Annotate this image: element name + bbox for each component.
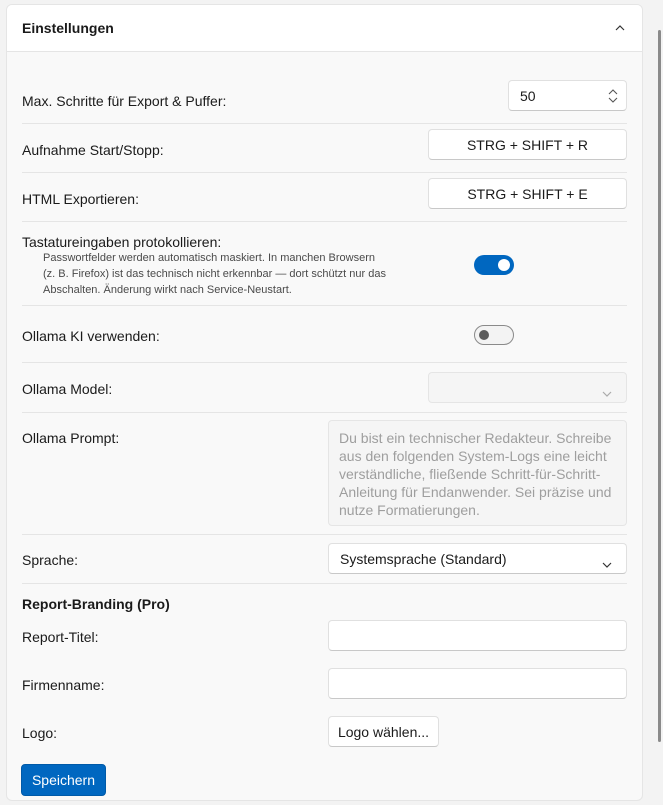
record-hotkey-field[interactable] [428, 129, 627, 160]
record-hotkey-value: STRG + SHIFT + R [466, 136, 589, 153]
ollama-prompt-textarea[interactable]: Du bist ein technischer Redakteur. Schreibe aus den folgenden System-Logs eine leicht verständliche, fließende Schritt-für-Schritt- Anleitung für Endanwender. Sei präzise und nutze Formatierungen. [328, 420, 627, 526]
export-hotkey-value: STRG + SHIFT + E [467, 185, 588, 202]
report-title-label: Report-Titel: [22, 629, 99, 645]
ollama-toggle[interactable] [474, 325, 514, 345]
max-steps-stepper[interactable] [508, 80, 627, 111]
report-title-input[interactable] [328, 620, 627, 651]
divider [22, 123, 627, 124]
ollama-prompt-label: Ollama Prompt: [22, 430, 120, 446]
company-input[interactable] [328, 668, 627, 699]
export-hotkey-label: HTML Exportieren: [22, 191, 139, 207]
logo-label: Logo: [22, 725, 58, 741]
keylog-toggle[interactable] [474, 255, 514, 275]
ollama-label: Ollama KI verwenden: [22, 328, 160, 344]
language-value: Systemsprache (Standard) [340, 550, 507, 567]
divider [22, 583, 627, 584]
branding-title: Report-Branding (Pro) [22, 596, 170, 612]
keylog-description: Passwortfelder werden automatisch maskiert. In manchen Browsern (z. B. Firefox) ist das technisch nicht erkennbar — dort schützt nur das Abschalten. Änderung wirkt nach Service-Neustart. [43, 252, 386, 296]
toggle-knob [498, 259, 510, 271]
save-button[interactable]: Speichern [21, 764, 106, 796]
divider [22, 362, 627, 363]
spin-arrows-icon[interactable] [608, 89, 618, 106]
settings-panel [6, 4, 643, 801]
language-select[interactable] [328, 543, 627, 574]
record-hotkey-label: Aufnahme Start/Stopp: [22, 142, 164, 158]
toggle-knob [479, 330, 489, 340]
divider [22, 305, 627, 306]
chevron-up-icon[interactable] [614, 22, 626, 34]
company-label: Firmenname: [22, 677, 105, 693]
choose-logo-button[interactable]: Logo wählen... [328, 716, 439, 747]
settings-header[interactable] [7, 5, 642, 52]
ollama-model-select[interactable] [428, 372, 627, 403]
keylog-label: Tastatureingaben protokollieren: [22, 234, 222, 250]
export-hotkey-field[interactable] [428, 178, 627, 209]
ollama-model-label: Ollama Model: [22, 381, 113, 397]
divider [22, 221, 627, 222]
panel-title: Einstellungen [22, 20, 114, 36]
divider [22, 412, 627, 413]
divider [22, 534, 627, 535]
max-steps-value: 50 [520, 87, 536, 104]
divider [22, 172, 627, 173]
max-steps-label: Max. Schritte für Export & Puffer: [22, 93, 227, 109]
chevron-down-icon [602, 555, 612, 571]
chevron-down-icon [602, 384, 612, 400]
language-label: Sprache: [22, 552, 79, 568]
scrollbar[interactable] [658, 30, 661, 742]
